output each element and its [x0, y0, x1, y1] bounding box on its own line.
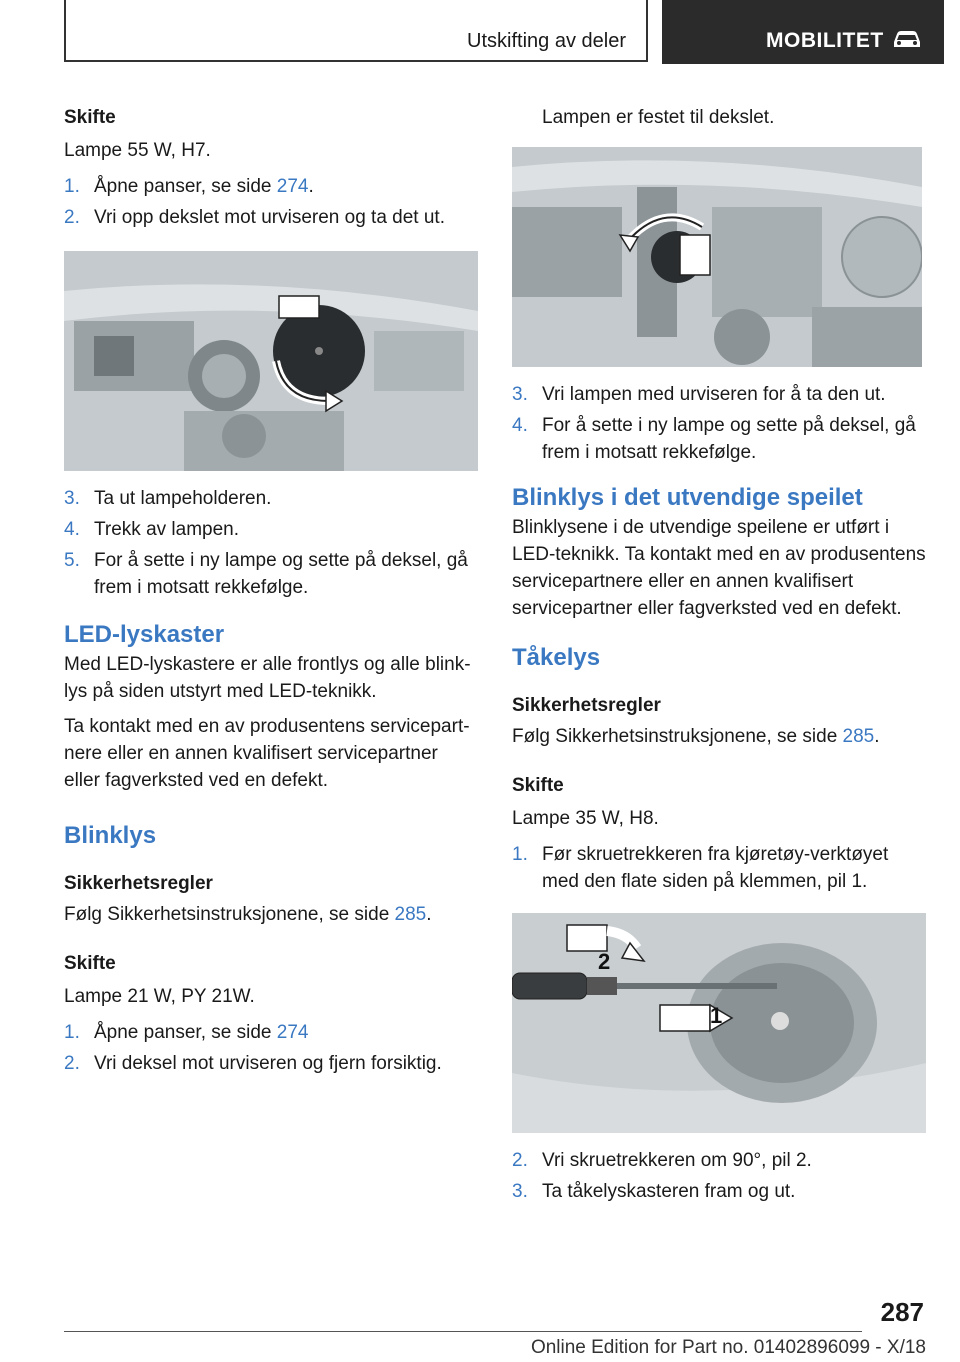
arrow-label-2: 2	[598, 949, 611, 974]
blinklys-heading: Blinklys	[64, 822, 157, 849]
right-column	[512, 100, 926, 1205]
safety-text: Følg Sikkerhetsinstruksjonene, se side 285.	[512, 726, 880, 747]
led-paragraph-2: Ta kontakt med en av produsentens servicepartnere eller en annen kvalifisert servicepartner eller fagverksted ved en defekt.	[64, 716, 470, 791]
intro-text: Lampen er festet til dekslet.	[542, 107, 775, 128]
lamp-spec: Lampe 35 W, H8.	[512, 808, 659, 829]
list-item: 2. Vri opp dekslet mot urviseren og ta det ut.	[64, 207, 445, 228]
list-item: 3. Vri lampen med urviseren for å ta den ut.	[512, 384, 886, 405]
header-section-title: Utskifting av deler	[467, 30, 626, 52]
arrow-label-1: 1	[710, 1003, 723, 1028]
list-item: 2. Vri skruetrekkeren om 90°, pil 2.	[512, 1150, 812, 1171]
led-paragraph-1: Med LED-lyskastere er alle frontlys og alle blinklys på siden utstyrt med LED-teknikk.	[64, 654, 471, 702]
edition-text: Online Edition for Part no. 01402896099 - X/18	[530, 1337, 926, 1358]
list-item: 2. Vri deksel mot urviseren og fjern forsiktig.	[64, 1053, 442, 1074]
fog-light-screwdriver-figure	[512, 913, 926, 1133]
safety-heading: Sikkerhetsregler	[512, 695, 661, 716]
left-column	[64, 100, 478, 1077]
list-item: 1. Åpne panser, se side 274	[64, 1022, 309, 1043]
page-link[interactable]: 285	[394, 904, 427, 925]
page-link[interactable]: 285	[842, 726, 875, 747]
turn-signal-lamp-figure	[512, 147, 922, 367]
header-chapter-label: MOBILITET	[766, 29, 884, 52]
list-item: 5. For å sette i ny lampe og sette på deksel, gå frem i motsatt rekkefølge.	[64, 550, 468, 598]
car-icon	[891, 28, 923, 50]
lamp-spec: Lampe 21 W, PY 21W.	[64, 986, 255, 1007]
footer-divider	[64, 1331, 862, 1332]
list-item: 3. Ta ut lampeholderen.	[64, 488, 272, 509]
skifte-heading: Skifte	[64, 107, 116, 128]
page-link[interactable]: 274	[276, 176, 309, 197]
safety-text: Følg Sikkerhetsinstruksjonene, se side 285.	[64, 904, 432, 925]
list-item: 1. Åpne panser, se side 274.	[64, 176, 314, 197]
page-header	[64, 0, 944, 64]
skifte-heading: Skifte	[64, 953, 116, 974]
mirror-blinker-heading: Blinklys i det utvendige speilet	[512, 484, 863, 511]
headlight-cover-figure	[64, 251, 478, 471]
list-item: 3. Ta tåkelyskasteren fram og ut.	[512, 1181, 796, 1202]
mirror-blinker-text: Blinklysene i de utvendige speilene er utført i LED-teknikk. Ta kontakt med en av produsentens servicepartnere eller en annen kvalifisert servicepartner eller fagverksted ved en defekt.	[512, 517, 926, 619]
skifte-heading: Skifte	[512, 775, 564, 796]
list-item: 4. Trekk av lampen.	[64, 519, 240, 540]
list-item: 4. For å sette i ny lampe og sette på deksel, gå frem i motsatt rekkefølge.	[512, 415, 916, 463]
page-number: 287	[880, 1297, 924, 1327]
page-link[interactable]: 274	[276, 1022, 309, 1043]
list-item: 1. Før skruetrekkeren fra kjøretøy-verktøyet med den flate siden på klemmen, pil 1.	[512, 844, 889, 892]
lamp-spec: Lampe 55 W, H7.	[64, 140, 211, 161]
safety-heading: Sikkerhetsregler	[64, 873, 213, 894]
fog-light-heading: Tåkelys	[512, 644, 601, 671]
header-chapter-tab	[662, 0, 944, 64]
led-heading: LED-lyskaster	[64, 621, 225, 648]
